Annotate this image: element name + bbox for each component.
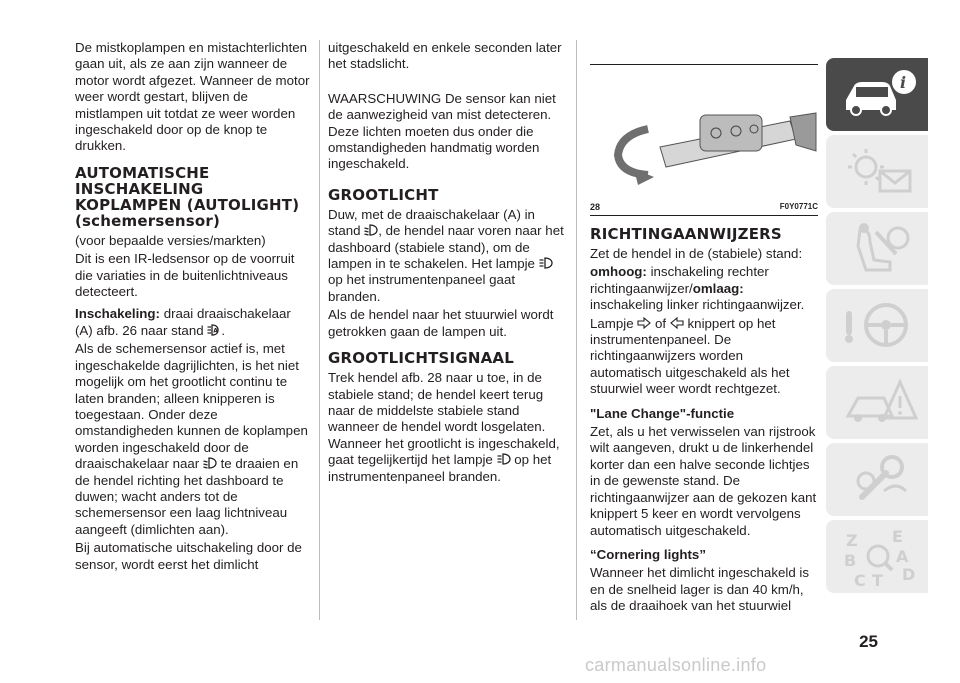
flash-text-a: Trek hendel afb. 28 naar u toe, in de stabiele stand; de hendel keert terug naar de middelste stabiele stand wanneer de hendel wordt losgelaten. Wanneer het grootlicht is ingeschakeld, gaat tegelijkertijd het lampje (328, 370, 560, 468)
subheading-lane-change: "Lane Change"-functie (590, 405, 735, 421)
auto-lamp-icon (207, 324, 221, 336)
dipped-beam-icon (364, 224, 378, 236)
down-text: inschakeling linker richtingaanwijzer. (590, 297, 805, 313)
svg-text:A: A (213, 327, 219, 335)
breakdown-triangle-icon (840, 374, 920, 430)
section-tabs (826, 58, 928, 597)
page-number: 25 (859, 632, 878, 651)
subheading-cornering-lights: “Cornering lights” (590, 546, 706, 562)
footer-watermark: carmanualsonline.info (585, 655, 767, 675)
lamp-text-b: of (655, 315, 667, 331)
column-divider-1 (319, 40, 320, 620)
intro-paragraph: De mistkoplampen en mistachterlichten gaan uit, als ze aan zijn wanneer de motor wordt afgezet. Wanneer de motor weer wordt gestart, blijven de mistlampen uit totdat ze weer worden ingeschakeld door op de knop te drukken. (75, 40, 310, 154)
main-beam-icon (497, 453, 511, 465)
stalk-illustration (590, 69, 818, 197)
column-divider-2 (576, 40, 577, 620)
airbag-seat-icon (840, 220, 920, 276)
figure-bottom-rule (590, 215, 818, 216)
up-label: omhoog: (590, 264, 647, 280)
right-arrow-icon (637, 317, 651, 329)
main-beam-text-b: , de hendel naar voren naar het dashboard (stabiele stand), om de lampen in te schakelen. Het lampje (328, 223, 564, 272)
specs-letters-icon (840, 528, 920, 590)
figure-code: F0Y0771C (779, 201, 818, 211)
service-wrench-icon (840, 451, 920, 507)
main-beam-icon (539, 257, 553, 269)
left-arrow-icon (670, 317, 684, 329)
tab-letter: C (854, 571, 866, 590)
main-beam-paragraph (328, 207, 566, 305)
warning-paragraph: WAARSCHUWING De sensor kan niet de aanwezigheid van mist detecteren. Deze lichten moeten dus onder die omstandigheden handmatig worden ingeschakeld. (328, 90, 556, 172)
up-text: inschakeling rechter richtingaanwijzer/ (590, 264, 769, 296)
tab-letter: Z (846, 531, 858, 550)
tab-letter: B (844, 551, 857, 570)
lamp-text-a: Lampje (590, 315, 634, 331)
heading-flash: GROOTLICHTSIGNAAL (328, 349, 514, 368)
behaviour-paragraph (75, 341, 311, 538)
tab-letter: A (896, 547, 909, 566)
lane-change-paragraph: Zet, als u het verwisselen van rijstrook wilt aangeven, drukt u de linkerhendel korter dan een halve seconde lichtjes in de gewenste stand. De richtingaanwijzer aan de gekozen kant knippert 5 keer en wordt vervolgens automatisch uitgeschakeld. (590, 424, 817, 538)
svg-text:i: i (900, 73, 907, 92)
column-1 (75, 40, 311, 579)
activation-text-b: . (221, 322, 226, 338)
activation-paragraph (75, 306, 311, 339)
tab-maintenance[interactable] (826, 443, 928, 516)
tab-driving[interactable] (826, 289, 928, 362)
heading-indicators: RICHTINGAANWIJZERS (590, 225, 782, 243)
tab-emergency[interactable] (826, 366, 928, 439)
tab-letter: E (892, 528, 903, 546)
column-2 (328, 40, 566, 491)
car-info-icon (840, 66, 920, 122)
indicator-lamp-paragraph (590, 316, 818, 398)
continuation-paragraph: uitgeschakeld en enkele seconden later het stadslicht. (328, 40, 562, 72)
steering-wheel-icon (840, 297, 920, 353)
down-label: omlaag: (692, 280, 744, 296)
flash-text-b: op het instrumentenpaneel branden. (328, 452, 552, 484)
lamp-text-c: knippert op het instrumentenpaneel. De richtingaanwijzers worden automatisch uitgeschakeld als het stuurwiel weer wordt rechtgezet. (590, 315, 790, 397)
flash-paragraph (328, 370, 566, 485)
tab-safety[interactable] (826, 212, 928, 285)
sensor-paragraph: Dit is een IR-ledsensor op de voorruit die variaties in de buitenlichtniveaus detecteert. (75, 251, 295, 300)
tab-car-info[interactable] (826, 58, 928, 131)
heading-autolight: AUTOMATISCHE INSCHAKELING KOPLAMPEN (AUTOLIGHT) (schemersensor) (75, 163, 300, 230)
auto-off-paragraph: Bij automatische uitschakeling door de sensor, wordt eerst het dimlicht (75, 540, 302, 572)
tab-letter: D (902, 565, 916, 584)
tab-warning-lights[interactable] (826, 135, 928, 208)
activation-text-a: draai draaischakelaar (A) afb. 26 naar stand (75, 306, 291, 338)
main-beam-off-paragraph: Als de hendel naar het stuurwiel wordt getrokken gaan de lampen uit. (328, 307, 554, 339)
heading-main-beam: GROOTLICHT (328, 185, 439, 204)
cornering-paragraph: Wanneer het dimlicht ingeschakeld is en de snelheid lager is dan 40 km/h, als de draaihoek van het stuurwiel (590, 565, 810, 614)
activation-label: Inschakeling: (75, 306, 160, 322)
main-beam-text-a: Duw, met de draaischakelaar (A) in stand (328, 206, 535, 239)
column-3 (590, 40, 818, 621)
figure-number: 28 (590, 201, 601, 212)
main-beam-text-c: op het instrumentenpaneel gaat branden. (328, 272, 516, 304)
behaviour-text-b: te draaien en de hendel richting het dashboard te duwen; wacht anders tot de schemersensor een laag lichtniveau aangeeft (dimlichten aan). (75, 456, 299, 537)
indicators-positions (590, 264, 818, 313)
behaviour-text-a: Als de schemersensor actief is, met ingeschakelde dagrijlichten, is het niet mogelijk om het grootlicht continu te laten branden; alleen knipperen is toegestaan. Onder deze omstandigheden kunnen de koplampen worden ingeschakeld door de draaischakelaar naar (75, 341, 308, 472)
indicators-intro: Zet de hendel in de (stabiele) stand: (590, 246, 803, 261)
tab-specs[interactable] (826, 520, 928, 593)
tab-letter: T (872, 571, 883, 590)
dipped-beam-icon (203, 457, 217, 469)
figure-28 (590, 64, 818, 215)
warning-lights-icon (840, 143, 920, 199)
version-note: (voor bepaalde versies/markten) (75, 232, 266, 248)
